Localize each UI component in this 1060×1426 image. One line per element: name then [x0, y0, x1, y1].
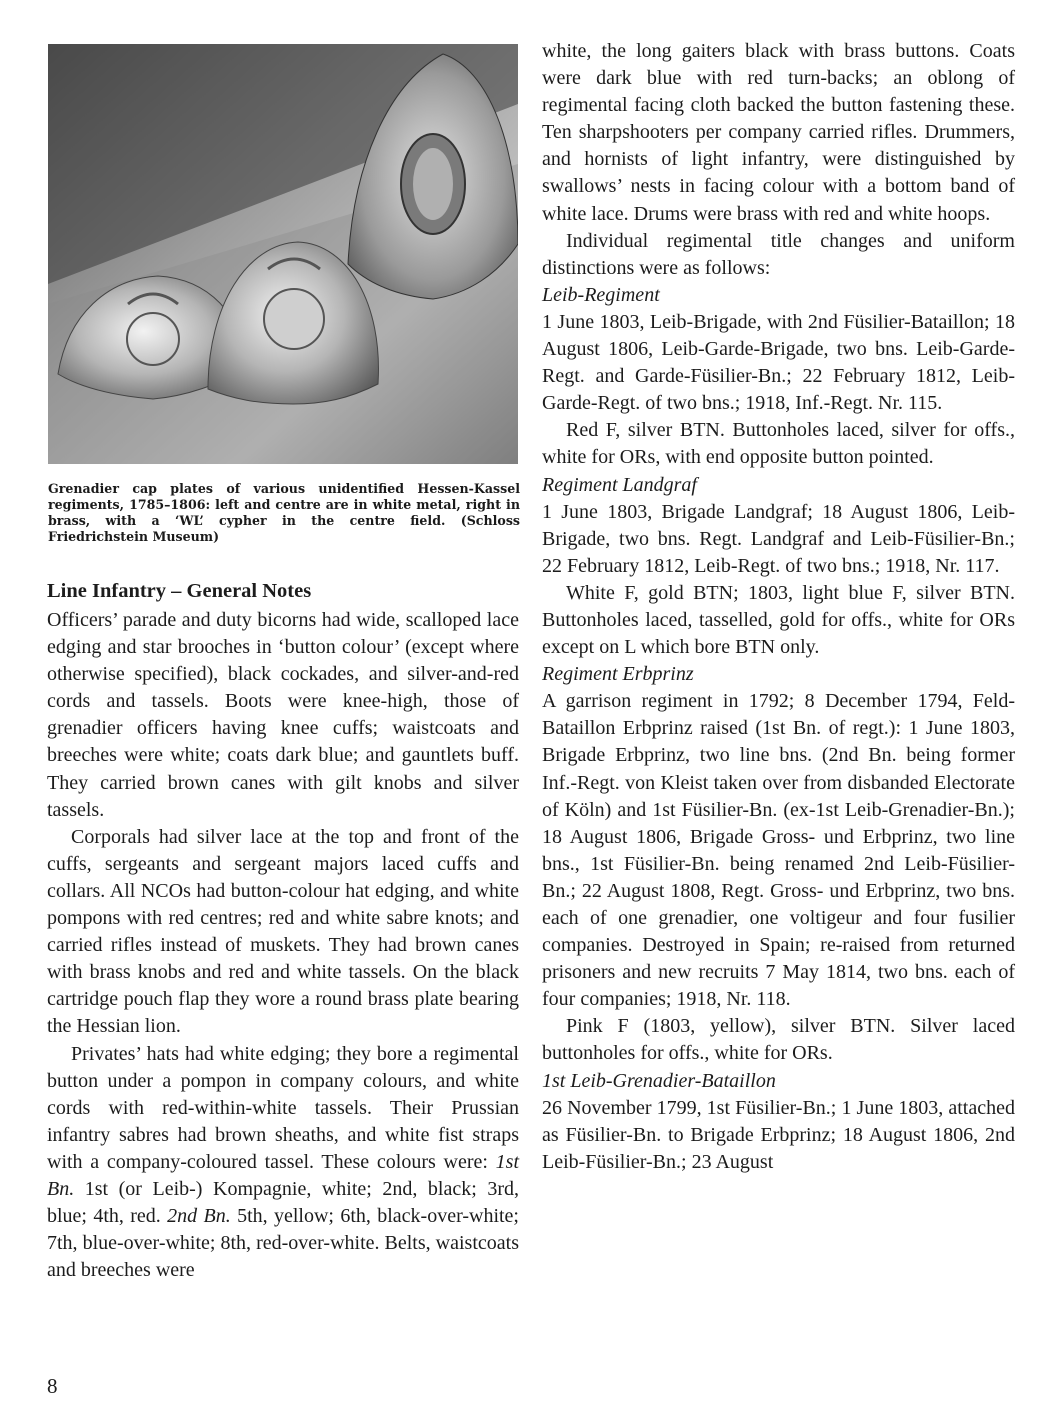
paragraph: Pink F (1803, yellow), silver BTN. Silver laced buttonholes for offs., white for ORs. [542, 1015, 1015, 1065]
paragraph: Individual regimental title changes and uniform distinctions were as follows: [542, 229, 1015, 279]
paragraph: 26 November 1799, 1st Füsilier-Bn.; 1 June 1803, attached as Füsilier-Bn. to Brigade Erbprinz; 18 August 1806, 2nd Leib-Füsilier-Bn.; 23 August [542, 1096, 1015, 1173]
paragraph [47, 1041, 519, 1285]
subheading: 1st Leib-Grenadier-Bataillon [542, 1069, 776, 1092]
paragraph: A garrison regiment in 1792; 8 December 1794, Feld-Bataillon Erbprinz raised (1st Bn. of regt.): 1 June 1803, Brigade Erbprinz, two line bns. (2nd Bn. being former Inf.-Regt. von Kleist taken over from disbanded Electorate of Köln) and 1st Füsilier-Bn. (ex-1st Leib-Grenadier-Bn.); 18 August 1806, Brigade Gross- und Erbprinz, two line bns., 1st Füsilier-Bn. being renamed 2nd Leib-Füsilier-Bn.; 22 August 1808, Regt. Gross- und Erbprinz, two bns. each of one grenadier, one voltigeur and four fusilier companies. Destroyed in Spain; re-raised from returned prisoners and new recruits 7 May 1814, two bns. each of four companies; 1918, Nr. 118. [542, 690, 1015, 1011]
subheading: Regiment Landgraf [542, 473, 697, 496]
text-run: Privates’ hats had white edging; they bore a regimental button under a pompon in company colours, and white cords with red-within-white tassels. Their Prussian infantry sabres had brown sheaths, and white fist straps with a company-coloured tassel. These colours were: [47, 1042, 519, 1173]
page-number: 8 [47, 1374, 58, 1398]
left-column [47, 578, 519, 1284]
paragraph: 1 June 1803, Brigade Landgraf; 18 August 1806, Leib-Brigade, two bns. Regt. Landgraf and Leib-Füsilier-Bn.; 22 February 1812, Leib-Regt. of two bns.; 1918, Nr. 117. [542, 500, 1015, 577]
paragraph: white, the long gaiters black with brass buttons. Coats were dark blue with red turn-backs; an oblong of regimental facing cloth backed the button fastening these. Ten sharpshooters per company carried rifles. Drummers, and hornists of light infantry, were distinguished by swallows’ nests in facing colour with a bottom band of white lace. Drums were brass with red and white hoops. [542, 40, 1015, 225]
paragraph: 1 June 1803, Leib-Brigade, with 2nd Füsilier-Bataillon; 18 August 1806, Leib-Garde-Brigade, two bns. Leib-Garde-Regt. and Garde-Füsilier-Bn.; 22 February 1812, Leib-Garde-Regt. of two bns.; 1918, Inf.-Regt. Nr. 115. [542, 310, 1015, 415]
subheading: Leib-Regiment [542, 283, 660, 306]
text-run: 1st (or Leib-) Kompagnie, white; 2nd, black; 3rd, blue; 4th, red. [47, 1177, 519, 1228]
section-heading: Line Infantry – General Notes [47, 580, 312, 602]
right-column [542, 38, 1015, 1176]
italic-run: 2nd Bn. [167, 1205, 231, 1228]
paragraph: Red F, silver BTN. Buttonholes laced, silver for offs., white for ORs, with end opposite button pointed. [542, 419, 1015, 469]
italic-run: 1st Bn. [47, 1150, 519, 1200]
paragraph: Officers’ parade and duty bicorns had wide, scalloped lace edging and star brooches in ‘button colour’ (except where otherwise specified), black cockades, and silver-and-red cords and tassels. Boots were knee-high, those of grenadier officers having knee cuffs; waistcoats and breeches were white; coats dark blue; and gauntlets buff. They carried brown canes with gilt knobs and silver tassels. [47, 609, 519, 821]
cap-plates-photo [48, 44, 518, 464]
subheading: Regiment Erbprinz [542, 663, 694, 686]
photo-icon [48, 44, 518, 464]
paragraph: Corporals had silver lace at the top and front of the cuffs, sergeants and sergeant majors laced cuffs and collars. All NCOs had button-colour hat edging, and white pompons with red centres; red and white sabre knots; and carried rifles instead of muskets. They had brown canes with brass knobs and red and white tassels. On the black cartridge pouch flap they wore a round brass plate bearing the Hessian lion. [47, 825, 519, 1038]
photo-caption: Grenadier cap plates of various unidentified Hessen-Kassel regiments, 1785–1806: left and centre are in white metal, right in brass, with a ‘WL’ cypher in the centre field. (Schloss Friedrichstein Museum) [48, 481, 520, 544]
paragraph: White F, gold BTN; 1803, light blue F, silver BTN. Buttonholes laced, tasselled, gold for offs., white for ORs except on L which bore BTN only. [542, 581, 1015, 659]
text-run: 5th, yellow; 6th, black-over-white; 7th, blue-over-white; 8th, red-over-white. Belts, waistcoats and breeches were [47, 1205, 519, 1282]
